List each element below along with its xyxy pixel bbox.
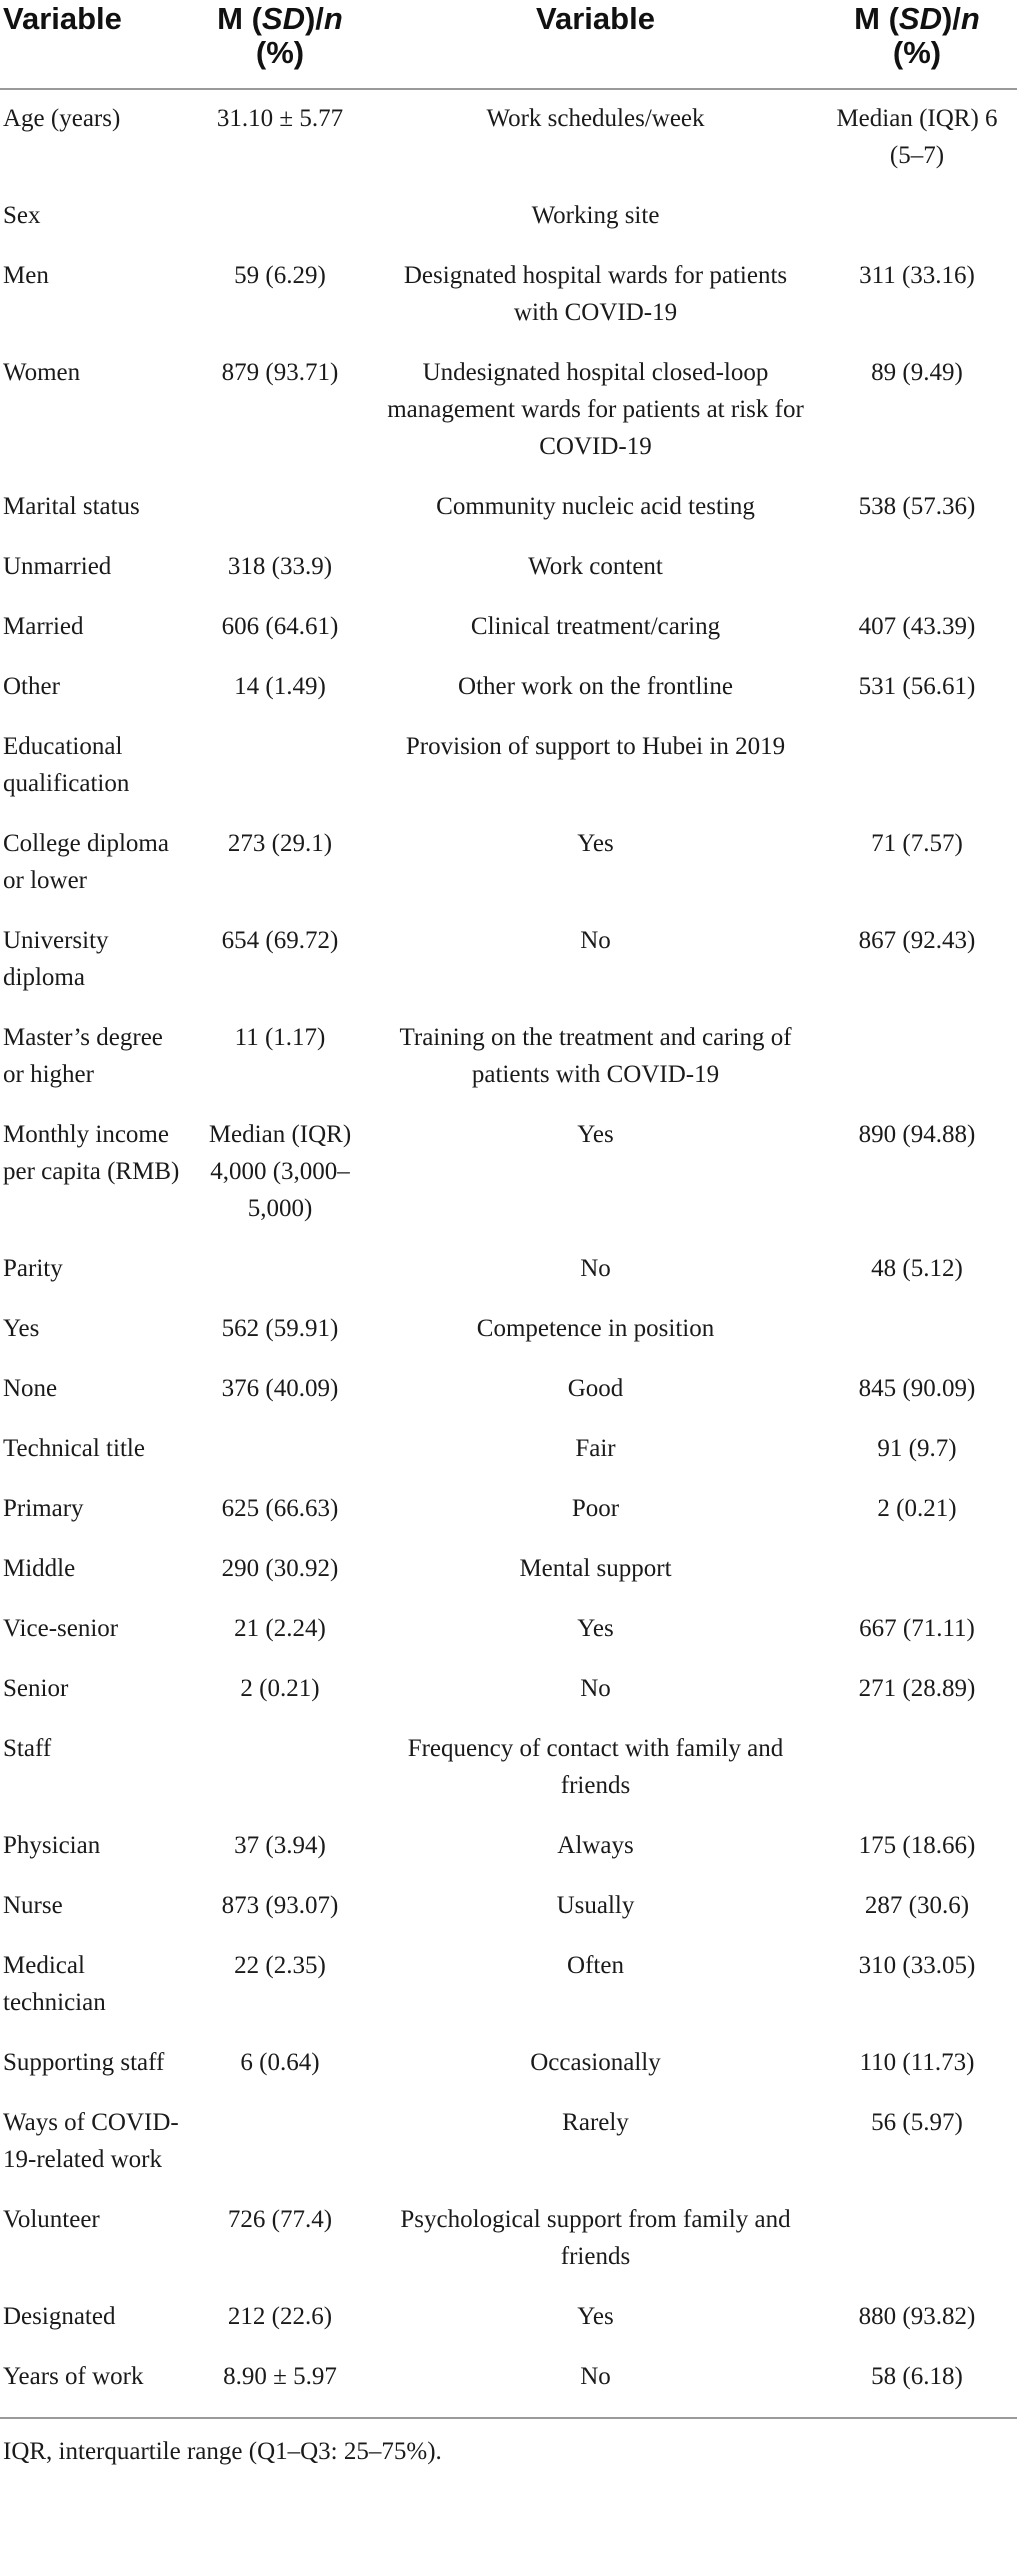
row-variable-left: Technical title — [3, 1435, 145, 1462]
header-msd-2-sd: SD — [898, 1, 942, 36]
row-variable-right: Work schedules/week — [486, 105, 705, 132]
table-row — [0, 89, 1017, 187]
row-variable-right: No — [580, 927, 611, 954]
row-value-left: Median (IQR) 4,000 (3,000–5,000) — [208, 1121, 352, 1222]
table-row — [0, 538, 1017, 598]
row-value-left: 562 (59.91) — [221, 1315, 339, 1342]
row-variable-right: No — [580, 2363, 611, 2390]
row-value-left: 318 (33.9) — [227, 553, 333, 580]
table-row — [0, 718, 1017, 815]
row-value-right: 2 (0.21) — [877, 1495, 957, 1522]
row-variable-right: Clinical treatment/caring — [470, 613, 721, 640]
row-value-left: 654 (69.72) — [221, 927, 339, 954]
header-msd-2-pct: (%) — [892, 35, 942, 70]
row-variable-left: Ways of COVID-19-related work — [3, 2109, 179, 2173]
table-row — [0, 658, 1017, 718]
row-value-right: 890 (94.88) — [858, 1121, 976, 1148]
table-row — [0, 247, 1017, 344]
header-variable-2: Variable — [374, 0, 817, 89]
row-variable-left: Married — [3, 613, 84, 640]
row-variable-left: Parity — [3, 1255, 63, 1282]
row-variable-left: Physician — [3, 1832, 101, 1859]
row-value-left: 290 (30.92) — [221, 1555, 339, 1582]
table-row — [0, 1480, 1017, 1540]
row-value-right: 407 (43.39) — [858, 613, 976, 640]
row-value-left: 37 (3.94) — [234, 1832, 326, 1859]
row-value-right: 48 (5.12) — [871, 1255, 963, 1282]
row-value-left: 873 (93.07) — [221, 1892, 339, 1919]
row-value-right: 91 (9.7) — [877, 1435, 957, 1462]
row-variable-left: Middle — [3, 1555, 76, 1582]
row-variable-right: Rarely — [562, 2109, 629, 2136]
row-variable-right: Work content — [528, 553, 663, 580]
row-value-right: 667 (71.11) — [859, 1615, 975, 1642]
table-row — [0, 1106, 1017, 1240]
row-variable-left: Volunteer — [3, 2206, 100, 2233]
row-variable-right: Community nucleic acid testing — [436, 493, 755, 520]
row-variable-left: Nurse — [3, 1892, 63, 1919]
row-variable-right: Competence in position — [476, 1315, 715, 1342]
row-value-left — [186, 1720, 374, 1817]
table-row — [0, 2191, 1017, 2288]
row-variable-left: Women — [3, 359, 81, 386]
row-value-left — [186, 1240, 374, 1300]
row-value-left: 11 (1.17) — [234, 1024, 326, 1051]
table-row — [0, 912, 1017, 1009]
row-value-right: 538 (57.36) — [858, 493, 976, 520]
table-row — [0, 1817, 1017, 1877]
header-msd-2-m: M ( — [854, 1, 899, 36]
row-variable-right: Other work on the frontline — [458, 673, 733, 700]
table-body — [0, 89, 1017, 2417]
table-row — [0, 1600, 1017, 1660]
row-value-left: 273 (29.1) — [227, 830, 333, 857]
row-variable-left: None — [3, 1375, 58, 1402]
row-value-left — [186, 187, 374, 247]
row-variable-left: Men — [3, 262, 49, 289]
row-value-right — [817, 1540, 1017, 1600]
row-value-left: 8.90 ± 5.97 — [223, 2363, 337, 2390]
row-variable-left: Vice-senior — [3, 1615, 119, 1642]
row-variable-right: Yes — [577, 830, 614, 857]
row-variable-right: Often — [567, 1952, 624, 1979]
row-value-right — [817, 1300, 1017, 1360]
header-msd-1-n: n — [323, 1, 343, 36]
row-variable-right: Usually — [556, 1892, 635, 1919]
table-header — [0, 0, 1017, 89]
row-value-right — [817, 1720, 1017, 1817]
row-value-right: Median (IQR) 6 (5–7) — [836, 105, 998, 169]
table-row — [0, 1660, 1017, 1720]
row-variable-left: Age (years) — [3, 105, 121, 132]
table-row — [0, 1877, 1017, 1937]
header-msd-1-m: M ( — [217, 1, 262, 36]
row-variable-left: Primary — [3, 1495, 84, 1522]
row-value-right: 271 (28.89) — [858, 1675, 976, 1702]
header-msd-2-close: )/ — [941, 1, 961, 36]
row-value-right — [817, 718, 1017, 815]
header-msd-2 — [817, 0, 1017, 89]
header-msd-2-n: n — [960, 1, 980, 36]
row-value-left: 14 (1.49) — [234, 673, 326, 700]
row-value-right: 845 (90.09) — [858, 1375, 976, 1402]
row-variable-left: Master’s degree or higher — [3, 1024, 163, 1088]
row-variable-left: College diploma or lower — [3, 830, 169, 894]
row-value-left: 376 (40.09) — [221, 1375, 339, 1402]
row-variable-left: Medical technician — [3, 1952, 106, 2016]
row-value-right: 71 (7.57) — [871, 830, 963, 857]
header-variable-1: Variable — [0, 0, 186, 89]
table-row — [0, 1720, 1017, 1817]
table-row — [0, 1300, 1017, 1360]
row-value-right — [817, 187, 1017, 247]
table-row — [0, 2034, 1017, 2094]
table-row — [0, 2094, 1017, 2191]
row-value-right — [817, 1009, 1017, 1106]
row-variable-right: Yes — [577, 1121, 614, 1148]
table-row — [0, 344, 1017, 478]
row-variable-left: Other — [3, 673, 60, 700]
row-value-right: 310 (33.05) — [858, 1952, 976, 1979]
table-row — [0, 1540, 1017, 1600]
row-value-left: 31.10 ± 5.77 — [216, 105, 344, 132]
header-msd-1-pct: (%) — [255, 35, 305, 70]
row-variable-left: Sex — [3, 202, 41, 229]
row-variable-right: No — [580, 1675, 611, 1702]
row-value-left: 726 (77.4) — [227, 2206, 333, 2233]
header-msd-1-sd: SD — [261, 1, 305, 36]
table-row — [0, 2348, 1017, 2417]
row-value-right: 311 (33.16) — [859, 262, 975, 289]
table-footnote: IQR, interquartile range (Q1–Q3: 25–75%). — [0, 2417, 1017, 2470]
row-variable-right: Working site — [531, 202, 660, 229]
row-variable-left: Unmarried — [3, 553, 112, 580]
row-value-right: 56 (5.97) — [871, 2109, 963, 2136]
table-row — [0, 815, 1017, 912]
row-value-right: 867 (92.43) — [858, 927, 976, 954]
row-variable-right: Provision of support to Hubei in 2019 — [405, 733, 786, 760]
row-variable-right: Frequency of contact with family and friends — [407, 1735, 784, 1799]
row-variable-left: Yes — [3, 1315, 40, 1342]
table-row — [0, 187, 1017, 247]
header-msd-1 — [186, 0, 374, 89]
row-value-left: 879 (93.71) — [221, 359, 339, 386]
row-value-left: 212 (22.6) — [227, 2303, 333, 2330]
header-row — [0, 0, 1017, 89]
row-variable-right: Yes — [577, 2303, 614, 2330]
row-value-left: 606 (64.61) — [221, 613, 339, 640]
row-variable-left: University diploma — [3, 927, 109, 991]
row-value-right: 58 (6.18) — [871, 2363, 963, 2390]
row-variable-right: Undesignated hospital closed-loop management wards for patients at risk for COVID-19 — [387, 359, 804, 460]
row-value-left: 21 (2.24) — [234, 1615, 326, 1642]
row-variable-right: Poor — [571, 1495, 620, 1522]
row-value-left: 625 (66.63) — [221, 1495, 339, 1522]
table-row — [0, 478, 1017, 538]
row-variable-left: Designated — [3, 2303, 116, 2330]
row-value-left — [186, 718, 374, 815]
row-variable-right: Occasionally — [530, 2049, 661, 2076]
row-value-left — [186, 1420, 374, 1480]
table-row — [0, 1009, 1017, 1106]
table-row — [0, 598, 1017, 658]
row-value-left — [186, 2094, 374, 2191]
row-variable-left: Senior — [3, 1675, 69, 1702]
row-variable-right: Psychological support from family and friends — [400, 2206, 791, 2270]
row-value-left — [186, 478, 374, 538]
row-variable-right: Fair — [575, 1435, 616, 1462]
row-value-right: 287 (30.6) — [864, 1892, 970, 1919]
row-value-right — [817, 2191, 1017, 2288]
row-value-left: 6 (0.64) — [240, 2049, 320, 2076]
row-value-right: 175 (18.66) — [858, 1832, 976, 1859]
row-variable-right: Good — [567, 1375, 624, 1402]
table-row — [0, 1420, 1017, 1480]
row-value-left: 22 (2.35) — [234, 1952, 326, 1979]
row-variable-right: Always — [557, 1832, 634, 1859]
row-value-right — [817, 538, 1017, 598]
row-value-right: 531 (56.61) — [858, 673, 976, 700]
row-value-left: 59 (6.29) — [234, 262, 326, 289]
row-variable-right: No — [580, 1255, 611, 1282]
row-variable-left: Supporting staff — [3, 2049, 165, 2076]
table-row — [0, 1360, 1017, 1420]
row-value-right: 89 (9.49) — [871, 359, 963, 386]
row-variable-left: Staff — [3, 1735, 52, 1762]
row-value-right: 880 (93.82) — [858, 2303, 976, 2330]
row-variable-left: Marital status — [3, 493, 140, 520]
row-variable-left: Educational qualification — [3, 733, 130, 797]
row-value-right: 110 (11.73) — [859, 2049, 975, 2076]
row-variable-right: Mental support — [519, 1555, 672, 1582]
row-variable-right: Training on the treatment and caring of patients with COVID-19 — [399, 1024, 792, 1088]
table-row — [0, 2288, 1017, 2348]
row-variable-right: Yes — [577, 1615, 614, 1642]
row-variable-left: Years of work — [3, 2363, 144, 2390]
row-value-left: 2 (0.21) — [240, 1675, 320, 1702]
row-variable-left: Monthly income per capita (RMB) — [3, 1121, 180, 1185]
table-row — [0, 1937, 1017, 2034]
row-variable-right: Designated hospital wards for patients with COVID-19 — [403, 262, 788, 326]
header-msd-1-close: )/ — [304, 1, 324, 36]
table-row — [0, 1240, 1017, 1300]
